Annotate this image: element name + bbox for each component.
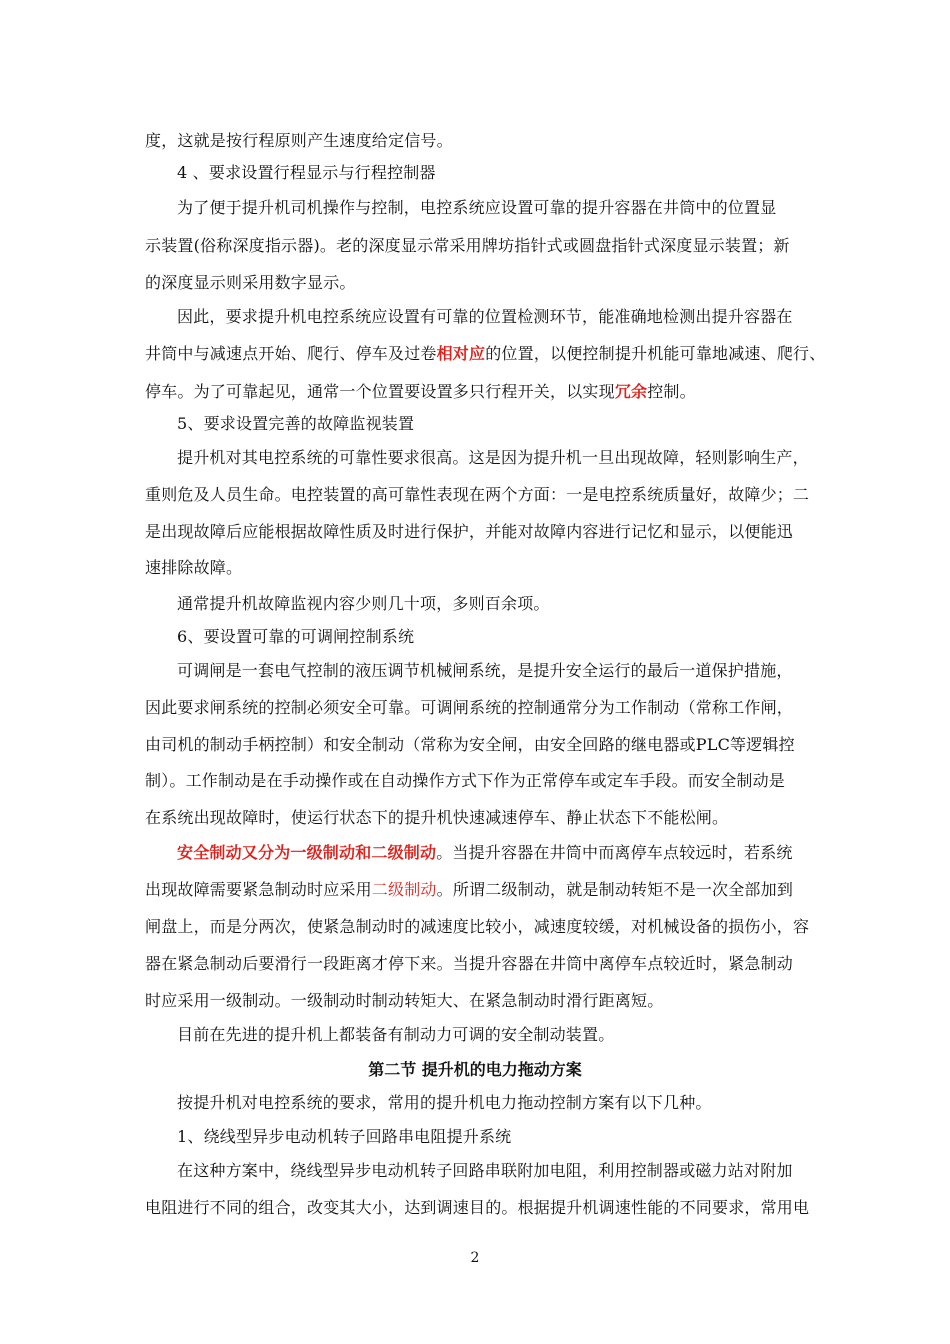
section-heading: 第二节 提升机的电力拖动方案: [368, 1060, 582, 1079]
section-item-1: 1、绕线型异步电动机转子回路串电阻提升系统: [177, 1127, 512, 1146]
paragraph-line: 在系统出现故障时，使运行状态下的提升机快速减速停车、静止状态下不能松闸。: [145, 808, 729, 827]
paragraph-line: 停车。为了可靠起见，通常一个位置要设置多只行程开关，以实现冗余控制。: [145, 382, 696, 401]
paragraph-line: 通常提升机故障监视内容少则几十项，多则百余项。: [177, 594, 550, 613]
paragraph-line: 时应采用一级制动。一级制动时制动转矩大、在紧急制动时滑行距离短。: [145, 991, 664, 1010]
paragraph-line: 由司机的制动手柄控制）和安全制动（常称为安全闸，由安全回路的继电器或PLC等逻辑控: [145, 735, 795, 754]
paragraph-line: 可调闸是一套电气控制的液压调节机械闸系统，是提升安全运行的最后一道保护措施，: [177, 661, 793, 680]
section-item-5: 5、要求设置完善的故障监视装置: [177, 414, 415, 433]
emphasis-text: 安全制动又分为一级制动和二级制动: [177, 843, 437, 862]
paragraph-line: 闸盘上，而是分两次，使紧急制动时的减速度比较小，减速度较缓，对机械设备的损伤小，容: [145, 917, 810, 936]
paragraph-line: 示装置(俗称深度指示器)。老的深度显示常采用牌坊指针式或圆盘指针式深度显示装置；新: [145, 236, 790, 255]
paragraph-line: 的深度显示则采用数字显示。: [145, 273, 356, 292]
section-item-4: 4 、要求设置行程显示与行程控制器: [177, 163, 436, 182]
paragraph-line: 出现故障需要紧急制动时应采用二级制动。所谓二级制动，就是制动转矩不是一次全部加到: [145, 880, 794, 899]
paragraph-line: 是出现故障后应能根据故障性质及时进行保护，并能对故障内容进行记忆和显示，以便能迅: [145, 522, 794, 541]
paragraph-line: 在这种方案中，绕线型异步电动机转子回路串联附加电阻，利用控制器或磁力站对附加: [177, 1161, 793, 1180]
emphasis-text: 相对应: [436, 344, 486, 363]
paragraph-line: 为了便于提升机司机操作与控制，电控系统应设置可靠的提升容器在井筒中的位置显: [177, 198, 777, 217]
emphasis-text: 冗余: [614, 382, 648, 401]
section-item-6: 6、要设置可靠的可调闸控制系统: [177, 627, 415, 646]
paragraph-line: 速排除故障。: [145, 558, 243, 577]
paragraph-line: 度，这就是按行程原则产生速度给定信号。: [145, 131, 453, 150]
paragraph-line: 制）。工作制动是在手动操作或在自动操作方式下作为正常停车或定车手段。而安全制动是: [145, 771, 786, 790]
paragraph-line: 因此，要求提升机电控系统应设置有可靠的位置检测环节，能准确地检测出提升容器在: [177, 307, 793, 326]
paragraph-line: 按提升机对电控系统的要求，常用的提升机电力拖动控制方案有以下几种。: [177, 1093, 712, 1112]
emphasis-text: 二级制动: [371, 880, 437, 899]
paragraph-line: 器在紧急制动后要滑行一段距离才停下来。当提升容器在井筒中离停车点较近时，紧急制动: [145, 954, 794, 973]
paragraph-line: 井筒中与减速点开始、爬行、停车及过卷相对应的位置，以便控制提升机能可靠地减速、爬行、: [145, 344, 826, 363]
page-number: 2: [470, 1250, 480, 1266]
paragraph-line: 安全制动又分为一级制动和二级制动。当提升容器在井筒中而离停车点较远时，若系统: [177, 843, 793, 862]
paragraph-line: 电阻进行不同的组合，改变其大小，达到调速目的。根据提升机调速性能的不同要求，常用电: [145, 1198, 810, 1217]
paragraph-line: 重则危及人员生命。电控装置的高可靠性表现在两个方面：一是电控系统质量好，故障少；二: [145, 485, 810, 504]
paragraph-line: 因此要求闸系统的控制必须安全可靠。可调闸系统的控制通常分为工作制动（常称工作闸，: [145, 698, 794, 717]
paragraph-line: 目前在先进的提升机上都装备有制动力可调的安全制动装置。: [177, 1025, 615, 1044]
paragraph-line: 提升机对其电控系统的可靠性要求很高。这是因为提升机一旦出现故障，轻则影响生产，: [177, 448, 809, 467]
